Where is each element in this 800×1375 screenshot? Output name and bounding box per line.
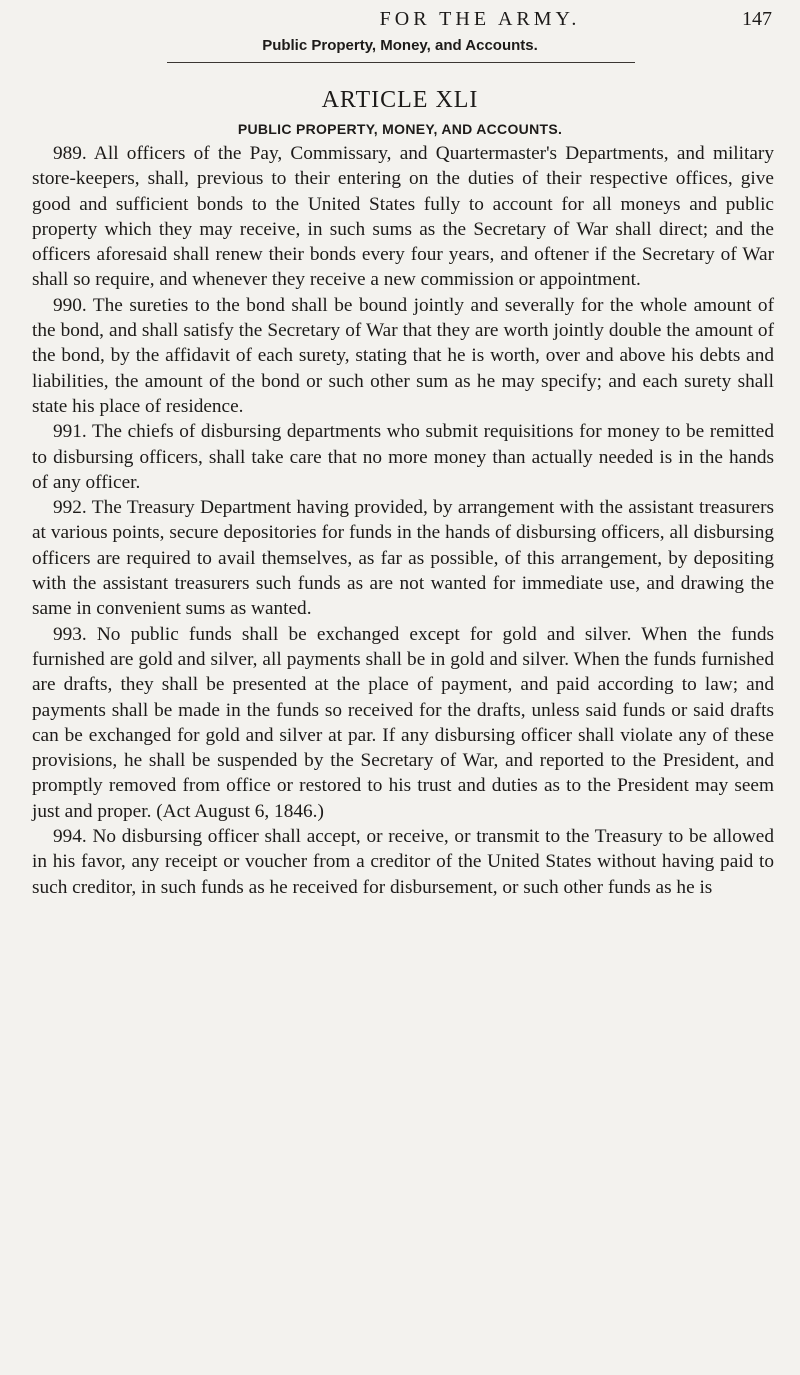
running-head xyxy=(170,8,790,38)
article-title: ARTICLE XLI xyxy=(321,87,479,113)
paragraph-992: 992. The Treasury Department having provided, by arrangement with the assistant treasurers at various points, secure depositories for funds in the hands of disbursing officers, all disbursing officers are required to avail themselves, as far as possible, of this arrangement, by depositing with the assistant treasurers such funds as are not wanted for immediate use, and drawing the same in convenient sums as wanted. xyxy=(32,497,774,620)
section-subhead: Public Property, Money, and Accounts. xyxy=(262,37,538,54)
article-subtitle: PUBLIC PROPERTY, MONEY, AND ACCOUNTS. xyxy=(237,121,563,137)
paragraph-993: 993. No public funds shall be exchanged except for gold and silver. When the funds furnished are gold and silver, all payments shall be in gold and silver. When the funds furnished are drafts, they shall be presented at the place of payment, and paid according to law; and payments shall be made in the funds so received for the drafts, unless said funds or said drafts can be exchanged for gold and silver at par. If any disbursing officer shall violate any of these provisions, he shall be suspended by the Secretary of War, and reported to the President, and promptly removed from office or restored to his trust and duties as to the President may seem just and proper. (Act August 6, 1846.) xyxy=(32,623,774,822)
article-body xyxy=(32,141,774,900)
header-divider xyxy=(167,62,635,63)
paragraph-989: 989. All officers of the Pay, Commissary, and Quartermaster's Departments, and military store-keepers, shall, previous to their entering on the duties of their respective offices, give good and sufficient bonds to the United States fully to account for all moneys and public property which they may receive, in such sums as the Secretary of War shall direct; and the officers aforesaid shall renew their bonds every four years, and oftener if the Secretary of War shall so require, and whenever they receive a new commission or appointment. xyxy=(32,143,774,291)
running-title: FOR THE ARMY. xyxy=(379,8,581,30)
page-number: 147 xyxy=(742,8,772,30)
paragraph-994: 994. No disbursing officer shall accept, or receive, or transmit to the Treasury to be allowed in his favor, any receipt or voucher from a creditor of the United States without having paid to such creditor, in such funds as he received for disbursement, or such other funds as he is xyxy=(32,826,774,898)
paragraph-990: 990. The sureties to the bond shall be bound jointly and severally for the whole amount of the bond, and shall satisfy the Secretary of War that they are worth jointly double the amount of the bond, by the affidavit of each surety, stating that he is worth, over and above his debts and liabilities, the amount of the bond or such other sum as he may specify; and each surety shall state his place of residence. xyxy=(32,294,774,417)
paragraph-991: 991. The chiefs of disbursing departments who submit requisitions for money to be remitted to disbursing officers, shall take care that no more money than actually needed is in the hands of any officer. xyxy=(32,421,774,493)
